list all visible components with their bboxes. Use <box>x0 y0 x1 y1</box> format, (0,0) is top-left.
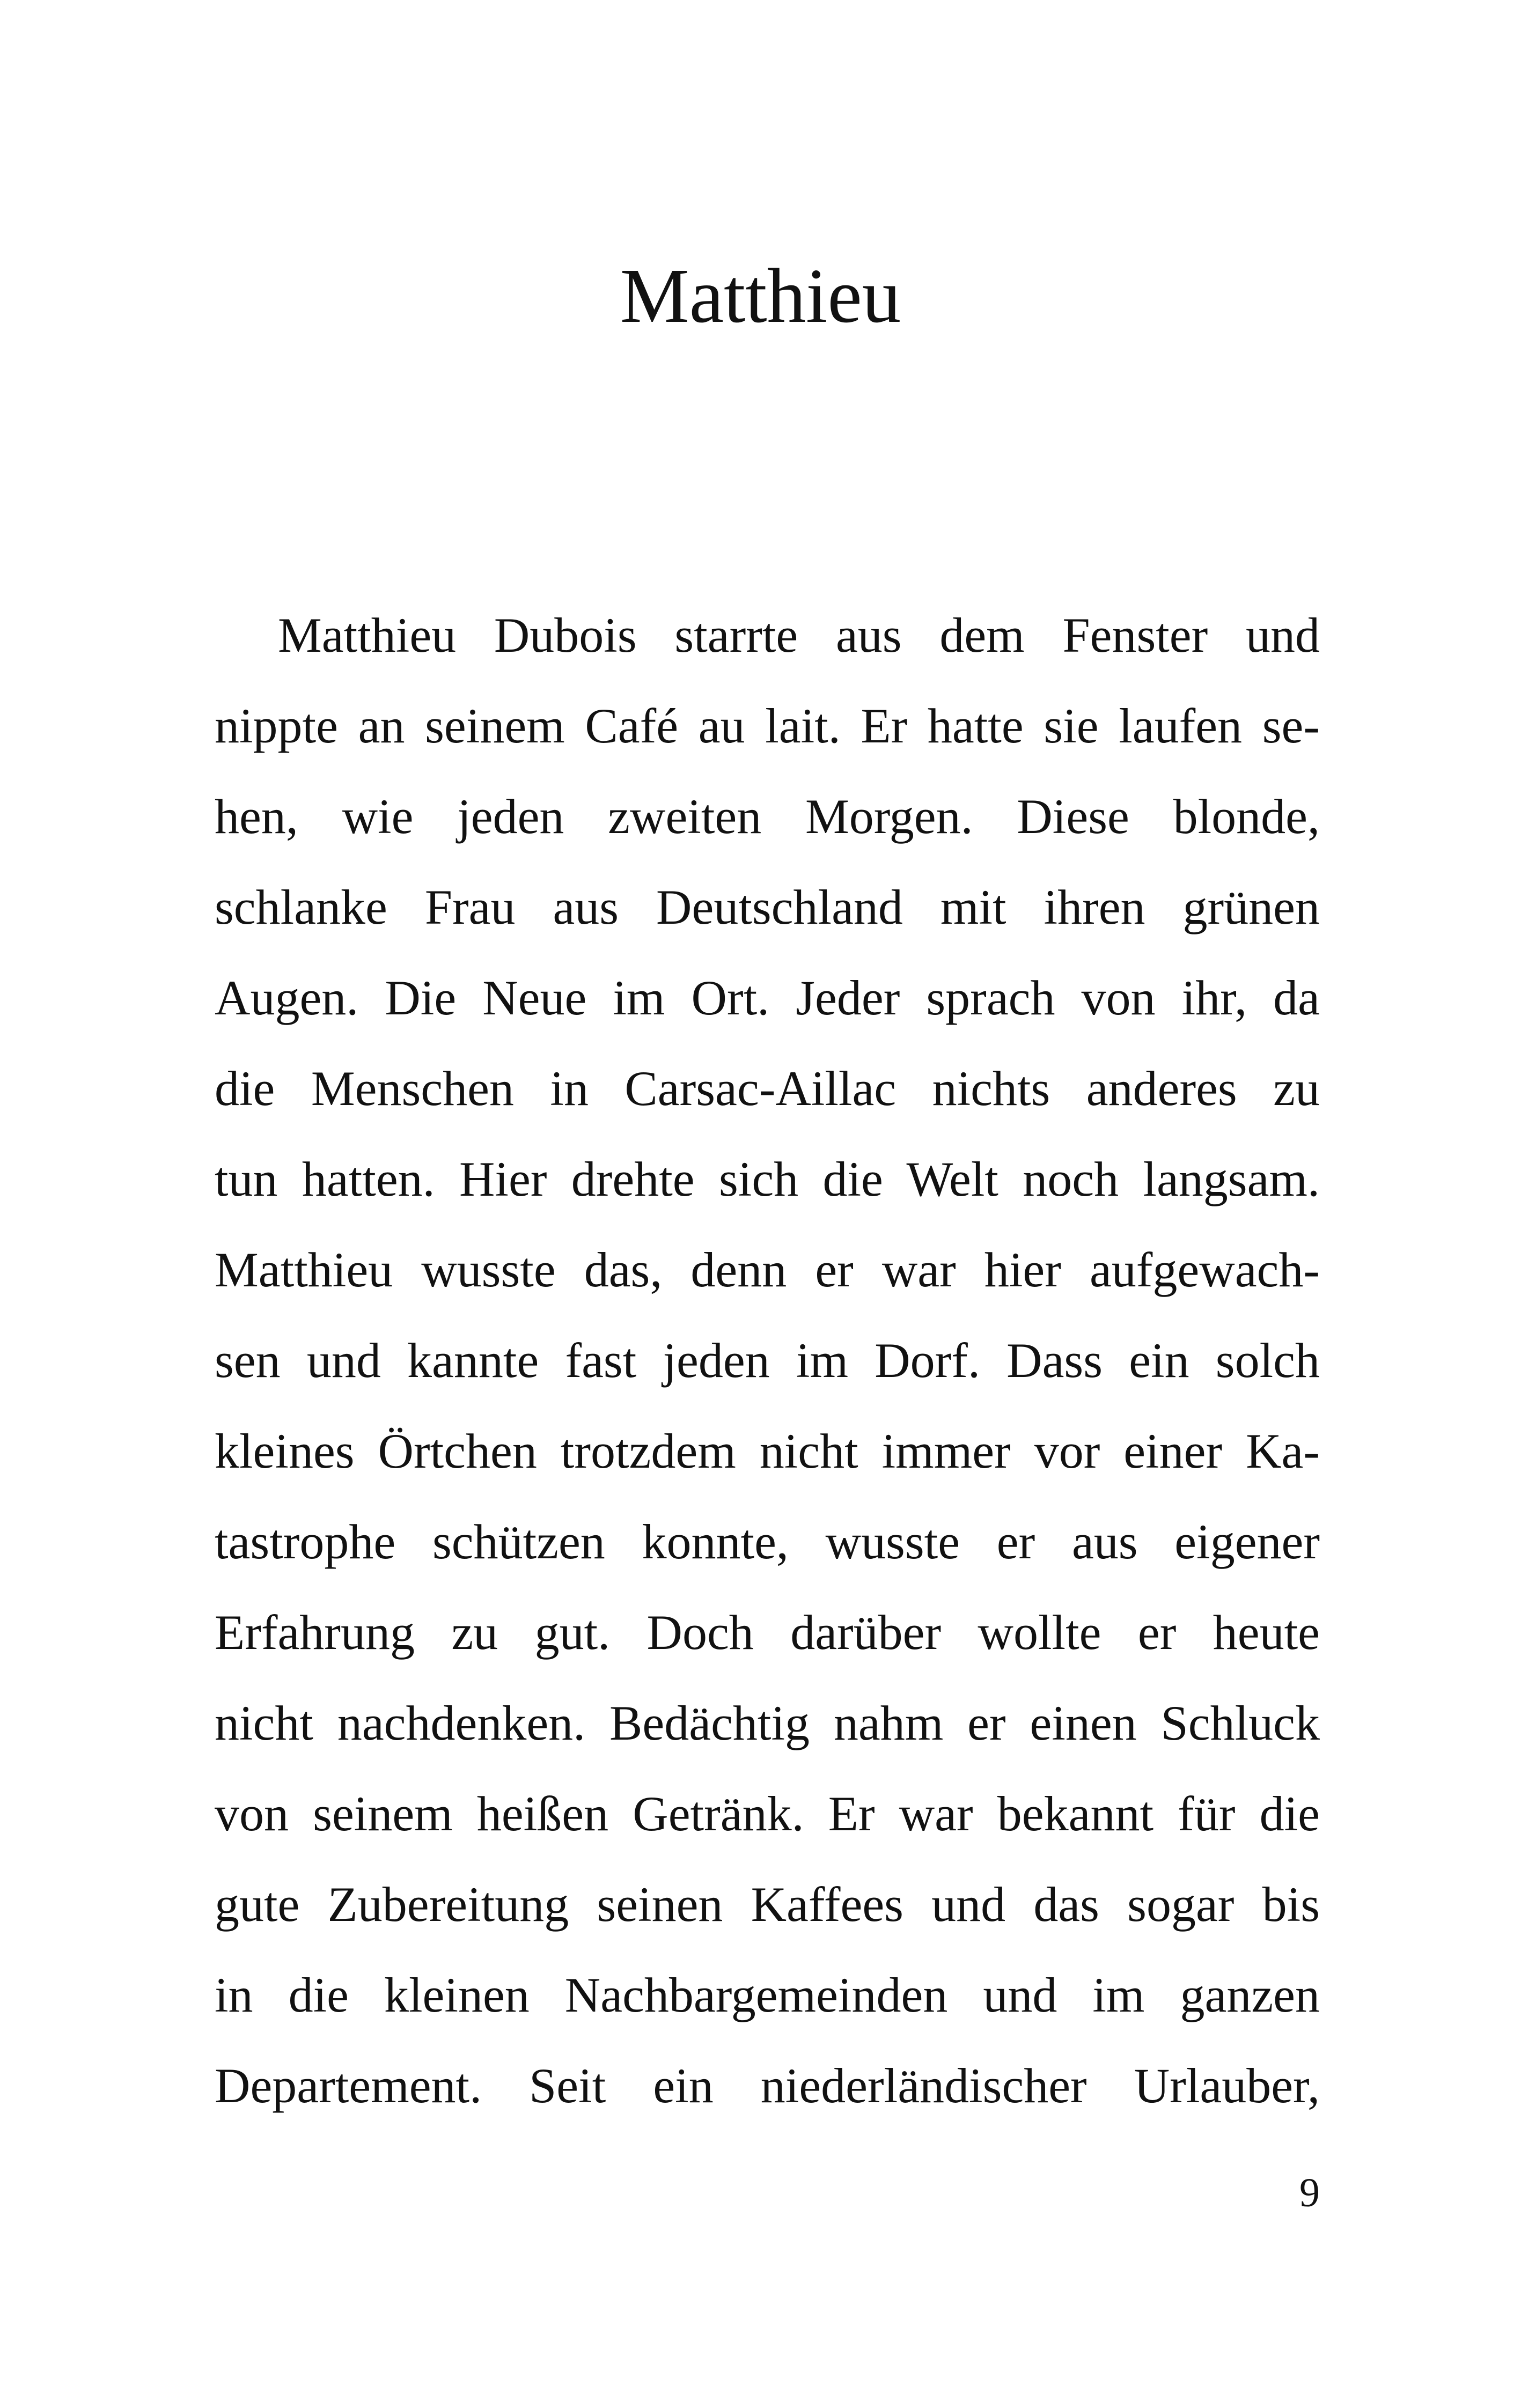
text-line: die Menschen in Carsac-Aillac nichts anderes zu <box>215 1061 1320 1116</box>
text-line: hen, wie jeden zweiten Morgen. Diese blonde, <box>215 789 1320 844</box>
text-line: gute Zubereitung seinen Kaffees und das sogar bis <box>215 1877 1320 1932</box>
chapter-title: Matthieu <box>620 253 901 339</box>
text-line: nippte an seinem Café au lait. Er hatte sie laufen se- <box>215 698 1320 753</box>
text-line: tun hatten. Hier drehte sich die Welt noch langsam. <box>215 1152 1320 1206</box>
text-line: tastrophe schützen konnte, wusste er aus eigener <box>215 1514 1320 1569</box>
page-number: 9 <box>1299 2170 1320 2215</box>
text-line: von seinem heißen Getränk. Er war bekannt für die <box>215 1786 1320 1841</box>
text-line: Augen. Die Neue im Ort. Jeder sprach von ihr, da <box>215 970 1320 1025</box>
text-line: Matthieu wusste das, denn er war hier aufgewach- <box>215 1242 1320 1297</box>
text-line: sen und kannte fast jeden im Dorf. Dass ein solch <box>215 1333 1320 1388</box>
text-line: Matthieu Dubois starrte aus dem Fenster und <box>278 608 1320 662</box>
text-line: in die kleinen Nachbargemeinden und im ganzen <box>215 1968 1320 2022</box>
text-line: nicht nachdenken. Bedächtig nahm er einen Schluck <box>215 1696 1320 1750</box>
text-line: Departement. Seit ein niederländischer Urlauber, <box>215 2058 1320 2113</box>
text-line: kleines Örtchen trotzdem nicht immer vor einer Ka- <box>215 1424 1320 1478</box>
text-line: schlanke Frau aus Deutschland mit ihren grünen <box>215 880 1320 934</box>
text-line: Erfahrung zu gut. Doch darüber wollte er heute <box>215 1605 1320 1660</box>
body-text <box>215 590 1320 2131</box>
